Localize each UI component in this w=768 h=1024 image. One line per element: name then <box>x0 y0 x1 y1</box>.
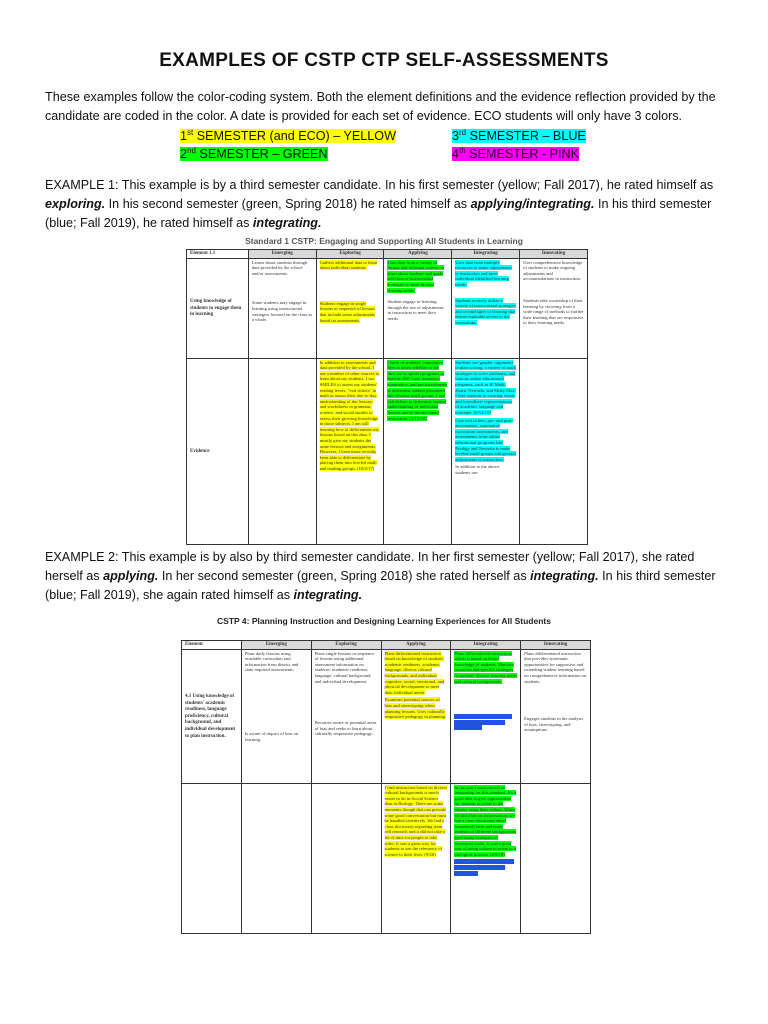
t1-row-label <box>187 258 249 358</box>
legend-sup-3: rd <box>459 128 467 137</box>
page-title: EXAMPLES OF CSTP CTP SELF-ASSESSMENTS <box>159 50 609 71</box>
t2-header-applying: Applying <box>381 641 451 650</box>
t1-element-header: Element 1.1 <box>187 250 249 259</box>
intro-paragraph: These examples follow the color-coding system. Both the element definitions and the evidence reflection provided by the candidate are coded in the color. A date is provided for each set of evidence. ECO students will only have 3 colors. <box>45 90 716 123</box>
t2-row-label <box>182 649 242 783</box>
t1-header-emerging: Emerging <box>248 250 316 259</box>
t1-header-integrating: Integrating <box>452 250 520 259</box>
t1-row-label-text: Using knowledge of students to engage them in learning <box>190 299 242 318</box>
legend-semester-4 <box>452 142 579 163</box>
t1-ev-applying: Check of students' cumulative files to know whether or not they are in special programs or have an IEP. I use formative, summative, and pre-assessments to determine student placement into leveled small groups. I use exit tickets to determine student understanding of individual lessons and to inform future instruction. (3/15/18) <box>387 359 448 421</box>
t2-header-emerging: Emerging <box>241 641 311 650</box>
t2-element-header: Element <box>182 641 242 650</box>
t2-applying-cell <box>381 649 451 783</box>
t2-r1-applying: Plans differentiated instruction based on knowledge of students' academic readiness, academic language, diverse cultural backgrounds, and individual cognitive, social, emotional, and physical development to meet their individual needs. <box>384 650 445 695</box>
legend-text-4: SEMESTER - PINK <box>465 147 580 162</box>
t1-r1-integrating: Uses data from multiple resources to make adjustments to instruction and meet individual identified learning needs. <box>455 259 512 287</box>
t2-r2-emerging: Is aware of impact of bias on learning. <box>244 730 299 742</box>
legend-text-2: SEMESTER – GREEN <box>195 147 328 162</box>
t2-emerging-cell <box>241 649 311 783</box>
legend-sup-4: th <box>459 146 466 155</box>
ex1-a: EXAMPLE 1: This example is by a third semester candidate. In his first semester (yellow; Fall 2017), he rated himself as <box>45 178 714 192</box>
t1-ev-innovating <box>520 358 588 544</box>
t1-r2-exploring: Students engage in single lessons or sequence of lessons that include some adjustments based on assessments. <box>319 300 376 323</box>
legend-num-2: 2 <box>180 147 188 162</box>
ex2-a: EXAMPLE 2: This example is by also by third semester candidate. In her first semester (yellow; Fall 2017), she rated herself as <box>45 550 695 583</box>
ex1-f: integrating. <box>252 216 322 230</box>
t1-r1-innovating: Uses comprehensive knowledge of students to make ongoing adjustments and accommodations in instruction. <box>523 259 583 282</box>
t2-r2-exploring: Becomes aware of potential areas of bias and seeks to learn about culturally responsive pedagogy. <box>314 720 377 737</box>
t2-r2-applying: Examines potential sources of bias and stereotyping when planning lessons. Uses culturally responsive pedagogy in planning. <box>384 697 447 720</box>
t1-ev-integrating-1: Students use graphic organizers to plan writing, a variety of math strategies to solve problems, and various online educational programs, such as IF Math, Zearn, Newsela, and Moby Max. I lead students in creating visual and kinesthetic representations of academic language and concepts. (9/12/19) <box>455 359 516 415</box>
t1-integrating-cell <box>452 258 520 358</box>
t2-integrating-cell <box>451 649 521 783</box>
legend-text-1: SEMESTER (and ECO) – YELLOW <box>193 129 396 144</box>
ex1-e: In his third semester (blue; Fall 2019), he rated himself as <box>45 197 712 230</box>
t1-ev-integrating-3: In addition to the above, students use <box>455 464 501 475</box>
t2-exploring-cell <box>311 649 381 783</box>
t1-emerging-cell <box>248 258 316 358</box>
t1-ev-exploring-cell <box>316 358 384 544</box>
t2-r1-exploring: Plans single lessons or sequence of lessons using additional assessment information on students' academic readiness, language, cultural background, and individual development. <box>314 650 375 684</box>
t1-ev-exploring: In addition to assessments and data provided by the school, I use a number of other sources to learn about my students. I use SMILES to assess my students' reading levels, "exit tickets" in math to assess their day-to-day understanding of the lessons, and worksheets in grammar, science, and social studies to assess their growing knowledge in those subjects. I am still learning how to differentiate my lessons based on this data. I mostly give my students the same lessons and assignments. However, I have more recently been able to differentiate by placing them into leveled math and reading groups. (10/2/17) <box>319 359 380 471</box>
t1-r2-integrating: Students actively utilize a variety of instructional strategies and technologies to learning that ensure equitable access to the curriculum. <box>455 297 516 325</box>
t1-r1-exploring: Gathers additional data to learn about individual students. <box>319 259 378 271</box>
legend-sup-2: nd <box>187 146 196 155</box>
t1-evidence-label-text: Evidence <box>190 448 210 454</box>
t1-header-applying: Applying <box>384 250 452 259</box>
example-2-paragraph <box>45 548 725 605</box>
rubric-table-1 <box>186 249 588 545</box>
t1-header-innovating: Innovating <box>520 250 588 259</box>
t2-ev-innovating <box>521 783 591 933</box>
t2-header-integrating: Integrating <box>451 641 521 650</box>
t1-r1-emerging: Learns about students through data provided by the school and/or assessments. <box>251 259 308 276</box>
t1-header-exploring: Exploring <box>316 250 384 259</box>
table2-title: CSTP 4: Planning Instruction and Designing Learning Experiences for All Students <box>217 616 551 626</box>
t2-row-label-text: 4.1 Using knowledge of students' academic readiness, language proficiency, cultural background, and individual development to plan instruction. <box>185 694 236 739</box>
t1-r2-emerging: Some students may engage in learning using instructional strategies focused on the class as a whole. <box>251 300 313 323</box>
ex2-c: In her second semester (green, Spring 2018) she rated herself as <box>158 569 531 583</box>
t1-r2-applying: Student engage in learning through the use of adjustments in instruction to meet their needs. <box>387 299 444 321</box>
t2-ev-emerging <box>241 783 311 933</box>
t1-r1-applying: Uses data from a variety of formal and informal sources to learn about students and guide selection of instructional strategies to meet diverse learning needs. <box>387 259 445 293</box>
t2-r1-innovating: Plans differentiated instruction that provides systematic opportunities for supportive and extending student learning based on comprehensive information on students. <box>524 650 587 684</box>
t1-ev-integrating-2: I use exit tickets, pre- and post-assessments, summative curriculum assessments, and assessments from online educational programs like Prodigy and Newsela to make leveled small groups and general adjustments to instruction. <box>455 417 516 462</box>
t2-ev-exploring <box>311 783 381 933</box>
t1-evidence-label <box>187 358 249 544</box>
ex1-b: exploring. <box>45 197 106 211</box>
t2-innovating-cell <box>521 649 591 783</box>
t2-ev-label <box>182 783 242 933</box>
t2-ev-applying: I find instruction based on diverse cultural backgrounds is much easier to do in Social Science than in Biology. There are some moments though that can provide some good conversation but must be handled sensitively. We had a class discussion regarding stem cell research and it did not take a lot of time for people to take sides. It was a great way for students to see the relevancy of science to their lives. (9/26) <box>384 784 448 857</box>
legend-sup-1: st <box>187 128 194 137</box>
t1-innovating-cell <box>520 258 588 358</box>
example-1-paragraph <box>45 176 725 233</box>
legend-num-1: 1 <box>180 129 188 144</box>
t1-exploring-cell <box>316 258 384 358</box>
t2-ev-integrating: In the unit I rated myself as integrating for this standard. It's a good idea to give opportunities for students to relate to the subject using their culture. When we did a lab on fermentation, we had a class discussion about fermented foods and many students of different backgrounds gave many examples of fermented foods. It was a great way of using culture to relate to a biological process. (4/9/18) <box>454 784 517 857</box>
ex2-e: In his third semester (blue; Fall 2019), she again rated himself as <box>45 569 716 602</box>
ex1-c: In his second semester (green, Spring 2018) he rated himself as <box>105 197 471 211</box>
t2-ev-applying-cell <box>381 783 451 933</box>
legend-semester-2 <box>180 142 328 163</box>
ex2-f: integrating. <box>293 588 363 602</box>
ex2-b: applying. <box>103 569 159 583</box>
t1-applying-cell <box>384 258 452 358</box>
rubric-table-2 <box>181 640 591 934</box>
t2-header-exploring: Exploring <box>311 641 381 650</box>
t2-r1-integrating: Plans differentiated instruction, which is based on broad knowledge of students. Matches resources and specific strategies to students' diverse learning needs and cultural backgrounds. <box>454 650 518 684</box>
ex1-d: applying/integrating. <box>470 197 595 211</box>
t2-r2-integrating: Integrates culturally responsive pedagogy into planning and addresses bias. <box>454 714 512 731</box>
legend-text-3: SEMESTER – BLUE <box>466 129 586 144</box>
t2-ev-integrating-cell <box>451 783 521 933</box>
t2-r1-emerging: Plans daily lessons using available curriculum and information from district and state required assessments. <box>244 650 299 673</box>
t1-ev-emerging <box>248 358 316 544</box>
legend-num-3: 3 <box>452 129 460 144</box>
t2-ev-integrating-b: Integrating culturally responsive pedagogy into planning and assessments. <box>454 859 515 876</box>
t2-header-innovating: Innovating <box>521 641 591 650</box>
table1-title: Standard 1 CSTP: Engaging and Supporting All Students in Learning <box>245 236 523 246</box>
legend-num-4: 4 <box>452 147 460 162</box>
ex2-d: integrating. <box>530 569 599 583</box>
t1-ev-applying-cell <box>384 358 452 544</box>
t1-r2-innovating: Students take ownership of their learning by choosing from a wide range of methods to further their learning that are responsive to their learning needs. <box>523 297 584 326</box>
t2-r2-innovating: Engages students in the analysis of bias, stereotyping, and assumptions. <box>524 716 584 733</box>
t1-ev-integrating-cell <box>452 358 520 544</box>
